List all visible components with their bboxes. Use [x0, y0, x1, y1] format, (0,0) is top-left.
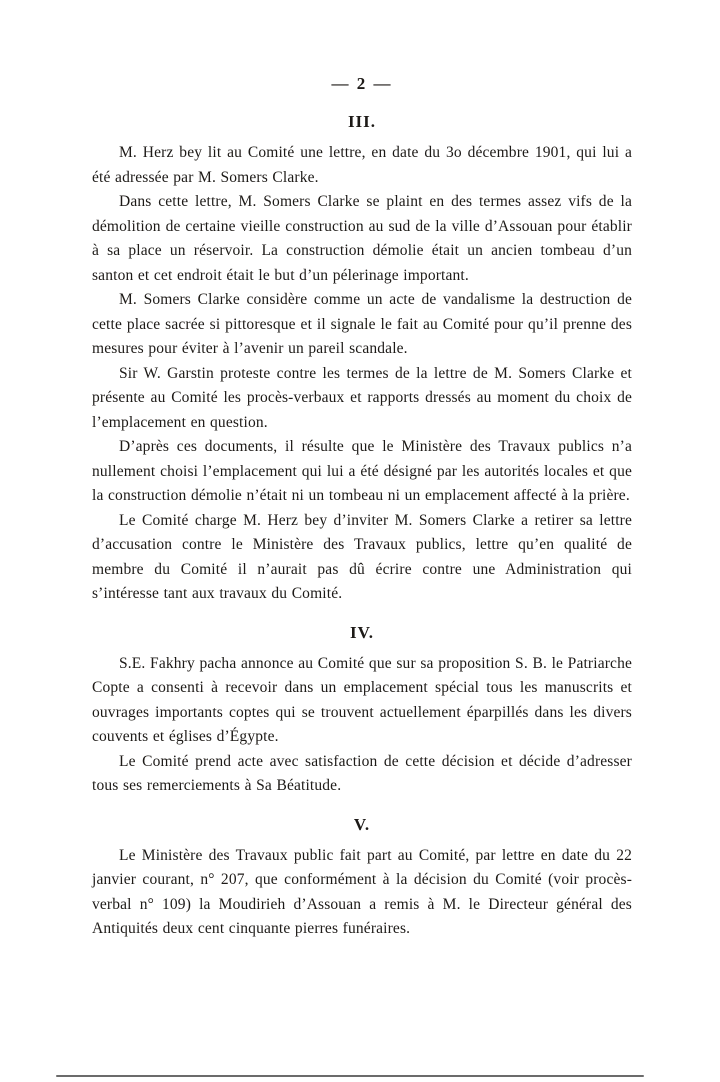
section-iv: [92, 621, 632, 799]
section-iii: [92, 110, 632, 607]
section-iv-heading: IV.: [350, 622, 374, 642]
paragraph: Le Comité prend acte avec satisfaction de cette décision et décide d’adresser tous ses remerciements à Sa Béatitude.: [92, 752, 632, 794]
paragraph: S.E. Fakhry pacha annonce au Comité que sur sa proposition S. B. le Patriarche Copte a consenti à recevoir dans un emplacement spécial tous les manuscrits et ouvrages importants coptes qui se trouvent actuellement éparpillés dans les divers couvents et églises d’Égypte.: [92, 654, 632, 745]
paragraph: Sir W. Garstin proteste contre les termes de la lettre de M. Somers Clarke et présente au Comité les procès-verbaux et rapports dressés au moment du choix de l’emplacement en question.: [92, 364, 632, 431]
page-number: — 2 —: [331, 74, 393, 93]
section-v-heading: V.: [353, 814, 371, 834]
section-iii-heading: III.: [347, 112, 377, 131]
paragraph: M. Herz bey lit au Comité une lettre, en date du 3o décembre 1901, qui lui a été adressée par M. Somers Clarke.: [92, 144, 632, 186]
section-v: [92, 813, 632, 942]
paragraph: Dans cette lettre, M. Somers Clarke se plaint en des termes assez vifs de la démolition de certaine vieille construction au sud de la ville d’Assouan pour établir à sa place un réservoir. La construction démolie était un ancien tombeau d’un santon et cet endroit était le but d’un pélerinage important.: [92, 193, 632, 284]
paragraph: Le Ministère des Travaux public fait part au Comité, par lettre en date du 22 janvier courant, n° 207, que conformément à la décision du Comité (voir procès-verbal n° 109) la Moudirieh d’Assouan a remis à M. le Directeur général des Antiquités deux cent cinquante pierres funéraires.: [92, 846, 632, 937]
paragraph: M. Somers Clarke considère comme un acte de vandalisme la destruction de cette place sacrée si pittoresque et il signale le fait au Comité pour qu’il prenne des mesures pour éviter à l’avenir un pareil scandale.: [92, 291, 632, 357]
paragraph: D’après ces documents, il résulte que le Ministère des Travaux publics n’a nullement choisi l’emplacement qui lui a été désigné par les autorités locales et que la construction démolie n’était ni un tombeau ni un emplacement affecté à la prière.: [92, 438, 632, 504]
scan-edge-artifact: [56, 1075, 644, 1077]
paragraph: Le Comité charge M. Herz bey d’inviter M. Somers Clarke a retirer sa lettre d’accusation contre le Ministère des Travaux publics, lettre qu’en qualité de membre du Comité il n’aurait pas dû écrire contre une Administration qui s’intéresse tant aux travaux du Comité.: [92, 511, 632, 602]
